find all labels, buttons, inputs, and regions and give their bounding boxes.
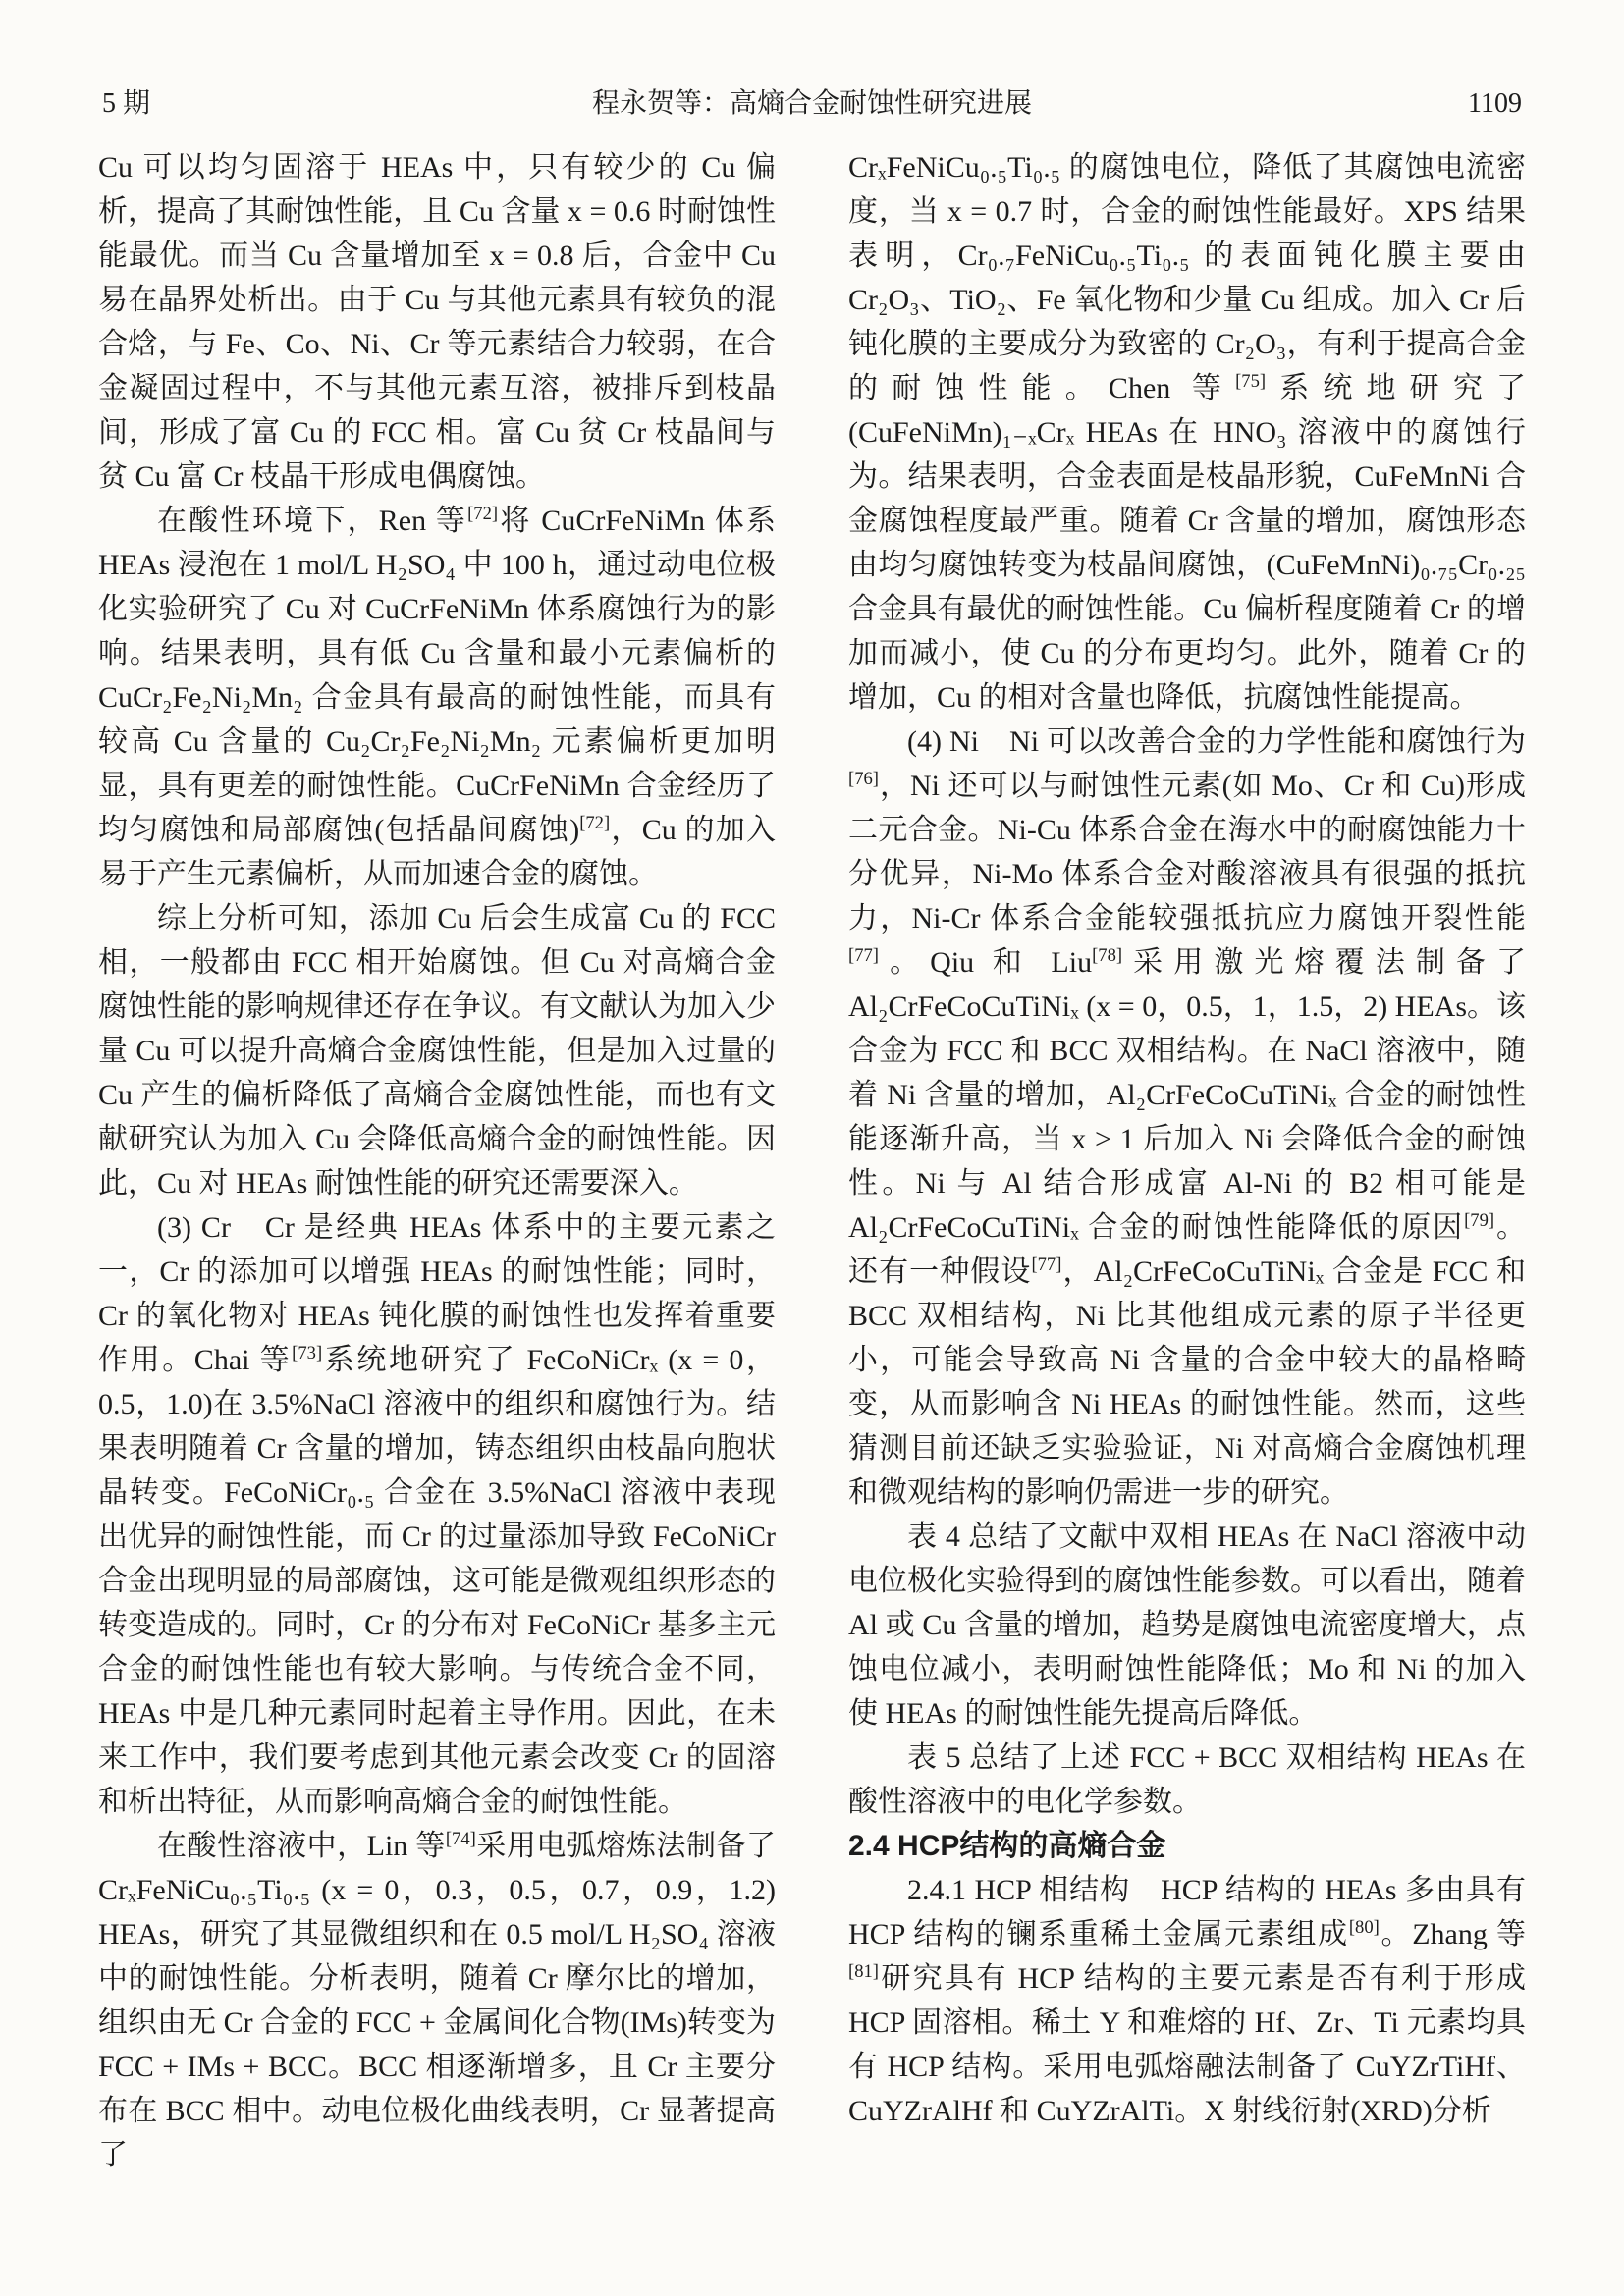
citation-ref: [72] xyxy=(579,813,611,833)
running-title: 程永贺等：高熵合金耐蚀性研究进展 xyxy=(591,88,1032,119)
citation-ref: [78] xyxy=(1092,945,1123,966)
citation-ref: [80] xyxy=(1348,1917,1380,1938)
paragraph: (3) Cr Cr 是经典 HEAs 体系中的主要元素之一，Cr 的添加可以增强 HEAs 的耐蚀性能；同时，Cr 的氧化物对 HEAs 钝化膜的耐蚀性也发挥着重要作用。Chai 等[73]系统地研究了 FeCoNiCrₓ (x = 0，0.5，1.0)在 3.5%NaCl 溶液中的组织和腐蚀行为。结果表明随着 Cr 含量的增加，铸态组织由枝晶向胞状晶转变。FeCoNiCr₀.₅ 合金在 3.5%NaCl 溶液中表现出优异的耐蚀性能，而 Cr 的过量添加导致 FeCoNiCr 合金出现明显的局部腐蚀，这可能是微观组织形态的转变造成的。同时，Cr 的分布对 FeCoNiCr 基多主元合金的耐蚀性能也有较大影响。与传统合金不同，HEAs 中是几种元素同时起着主导作用。因此，在未来工作中，我们要考虑到其他元素会改变 Cr 的固溶和析出特征，从而影响高熵合金的耐蚀性能。 xyxy=(98,1211,776,1818)
left-column xyxy=(98,145,776,2177)
paragraph: 2.4.1 HCP 相结构 HCP 结构的 HEAs 多由具有 HCP 结构的镧系重稀土金属元素组成[80]。Zhang 等[81]研究具有 HCP 结构的主要元素是否有利于形成 HCP 固溶相。稀土 Y 和难熔的 Hf、Zr、Ti 元素均具有 HCP 结构。采用电弧熔融法制备了 CuYZrTiHf、CuYZrAlHf 和 CuYZrAlTi。X 射线衍射(XRD)分析 xyxy=(848,1874,1527,2127)
paragraph: CrₓFeNiCu₀.₅Ti₀.₅ 的腐蚀电位，降低了其腐蚀电流密度，当 x = 0.7 时，合金的耐蚀性能最好。XPS 结果表明，Cr₀.₇FeNiCu₀.₅Ti₀.₅ 的表面钝化膜主要由 Cr₂O₃、TiO₂、Fe 氧化物和少量 Cu 组成。加入 Cr 后钝化膜的主要成分为致密的 Cr₂O₃，有利于提高合金的耐蚀性能。Chen 等[75]系统地研究了(CuFeNiMn)₁₋ₓCrₓ HEAs 在 HNO₃ 溶液中的腐蚀行为。结果表明，合金表面是枝晶形貌，CuFeMnNi 合金腐蚀程度最严重。随着 Cr 含量的增加，腐蚀形态由均匀腐蚀转变为枝晶间腐蚀，(CuFeMnNi)₀.₇₅Cr₀.₂₅ 合金具有最优的耐蚀性能。Cu 偏析程度随着 Cr 的增加而减小，使 Cu 的分布更均匀。此外，随着 Cr 的增加，Cu 的相对含量也降低，抗腐蚀性能提高。 xyxy=(848,151,1526,714)
citation-ref: [76] xyxy=(848,769,879,789)
paragraph: (4) Ni Ni 可以改善合金的力学性能和腐蚀行为[76]，Ni 还可以与耐蚀性元素(如 Mo、Cr 和 Cu)形成二元合金。Ni-Cu 体系合金在海水中的耐腐蚀能力十分优异，Ni-Mo 体系合金对酸溶液具有很强的抵抗力，Ni-Cr 体系合金能较强抵抗应力腐蚀开裂性能[77]。Qiu 和 Liu[78]采用激光熔覆法制备了 Al₂CrFeCoCuTiNiₓ (x = 0，0.5，1，1.5，2) HEAs。该合金为 FCC 和 BCC 双相结构。在 NaCl 溶液中，随着 Ni 含量的增加，Al₂CrFeCoCuTiNiₓ 合金的耐蚀性能逐渐升高，当 x > 1 后加入 Ni 会降低合金的耐蚀性。Ni 与 Al 结合形成富 Al-Ni 的 B2 相可能是 Al₂CrFeCoCuTiNiₓ 合金的耐蚀性能降低的原因[79]。还有一种假设[77]，Al₂CrFeCoCuTiNiₓ 合金是 FCC 和 BCC 双相结构，Ni 比其他组成元素的原子半径更小，可能会导致高 Ni 含量的合金中较大的晶格畸变，从而影响含 Ni HEAs 的耐蚀性能。然而，这些猜测目前还缺乏实验验证，Ni 对高熵合金腐蚀机理和微观结构的影响仍需进一步的研究。 xyxy=(848,725,1527,1509)
paragraph: 在酸性溶液中，Lin 等[74]采用电弧熔炼法制备了 CrₓFeNiCu₀.₅Ti₀.₅ (x = 0，0.3，0.5，0.7，0.9，1.2) HEAs，研究了其显微组织和在 0.5 mol/L H₂SO₄ 溶液中的耐蚀性能。分析表明，随着 Cr 摩尔比的增加，组织由无 Cr 合金的 FCC + 金属间化合物(IMs)转变为 FCC + IMs + BCC。BCC 相逐渐增多，且 Cr 主要分布在 BCC 相中。动电位极化曲线表明，Cr 显著提高了 xyxy=(98,1829,776,2171)
paragraph: 综上分析可知，添加 Cu 后会生成富 Cu 的 FCC 相，一般都由 FCC 相开始腐蚀。但 Cu 对高熵合金腐蚀性能的影响规律还存在争议。有文献认为加入少量 Cu 可以提升高熵合金腐蚀性能，但是加入过量的 Cu 产生的偏析降低了高熵合金腐蚀性能，而也有文献研究认为加入 Cu 会降低高熵合金的耐蚀性能。因此，Cu 对 HEAs 耐蚀性能的研究还需要深入。 xyxy=(98,902,776,1200)
citation-ref: [77] xyxy=(1031,1255,1062,1275)
content-columns xyxy=(98,145,1526,2177)
citation-ref: [72] xyxy=(467,504,499,524)
citation-ref: [73] xyxy=(292,1343,323,1363)
paragraph: 表 4 总结了文献中双相 HEAs 在 NaCl 溶液中动电位极化实验得到的腐蚀性能参数。可以看出，随着 Al 或 Cu 含量的增加，趋势是腐蚀电流密度增大，点蚀电位减小，表明耐蚀性能降低；Mo 和 Ni 的加入使 HEAs 的耐蚀性能先提高后降低。 xyxy=(848,1521,1526,1730)
section-heading: 2.4 HCP结构的高熵合金 xyxy=(848,1830,1166,1862)
issue-number: 5 期 xyxy=(102,88,151,119)
paragraph: Cu 可以均匀固溶于 HEAs 中，只有较少的 Cu 偏析，提高了其耐蚀性能，且 Cu 含量 x = 0.6 时耐蚀性能最优。而当 Cu 含量增加至 x = 0.8 后，合金中 Cu 易在晶界处析出。由于 Cu 与其他元素具有较负的混合焓，与 Fe、Co、Ni、Cr 等元素结合力较弱，在合金凝固过程中，不与其他元素互溶，被排斥到枝晶间，形成了富 Cu 的 FCC 相。富 Cu 贫 Cr 枝晶间与贫 Cu 富 Cr 枝晶干形成电偶腐蚀。 xyxy=(98,151,776,493)
right-column xyxy=(848,145,1526,2177)
paragraph: 表 5 总结了上述 FCC + BCC 双相结构 HEAs 在酸性溶液中的电化学参数。 xyxy=(848,1741,1526,1818)
citation-ref: [79] xyxy=(1464,1210,1495,1231)
page-number: 1109 xyxy=(1468,88,1522,119)
paragraph: 在酸性环境下，Ren 等[72]将 CuCrFeNiMn 体系 HEAs 浸泡在 1 mol/L H₂SO₄ 中 100 h，通过动电位极化实验研究了 Cu 对 CuCrFeNiMn 体系腐蚀行为的影响。结果表明，具有低 Cu 含量和最小元素偏析的 CuCr₂Fe₂Ni₂Mn₂ 合金具有最高的耐蚀性能，而具有较高 Cu 含量的 Cu₂Cr₂Fe₂Ni₂Mn₂ 元素偏析更加明显，具有更差的耐蚀性能。CuCrFeNiMn 合金经历了均匀腐蚀和局部腐蚀(包括晶间腐蚀)[72]，Cu 的加入易于产生元素偏析，从而加速合金的腐蚀。 xyxy=(98,504,776,890)
running-header xyxy=(98,84,1526,124)
citation-ref: [75] xyxy=(1235,371,1267,392)
citation-ref: [81] xyxy=(848,1961,879,1982)
citation-ref: [74] xyxy=(445,1829,476,1849)
citation-ref: [77] xyxy=(848,945,879,966)
